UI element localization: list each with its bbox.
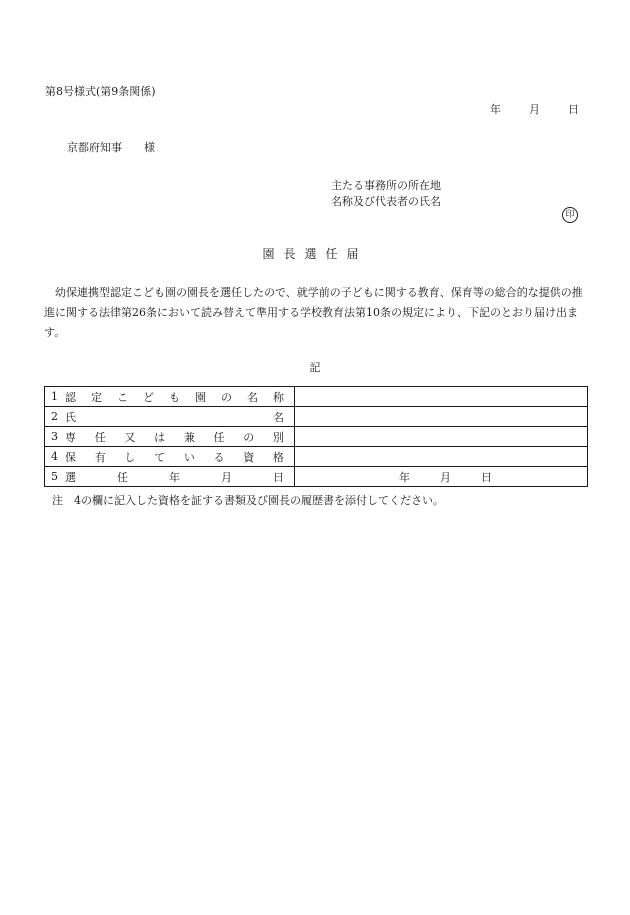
item-number: 4	[51, 450, 58, 463]
table-row	[45, 447, 588, 467]
addressee-name: 京都府知事	[67, 141, 122, 154]
applicant-address-label: 主たる事務所の所在地	[331, 179, 441, 192]
table-row	[45, 387, 588, 407]
item-label: 専 任 又 は 兼 任 の 別	[65, 430, 284, 444]
submission-date	[490, 103, 579, 117]
item-label: 認 定 こ ど も 園 の 名 称	[65, 390, 284, 404]
table-row	[45, 407, 588, 427]
document-title: 園長選任届	[262, 247, 368, 261]
addressee-honorific: 様	[144, 141, 155, 154]
item-label: 氏 名	[65, 410, 284, 424]
addressee	[67, 141, 155, 155]
date-day-label: 日	[568, 103, 579, 116]
item-label-cell	[45, 407, 295, 427]
item-value-field[interactable]	[295, 387, 588, 407]
item-value-field[interactable]	[295, 407, 588, 427]
item-label: 選 任 年 月 日	[65, 470, 284, 484]
applicant-name-label: 名称及び代表者の氏名	[331, 195, 441, 208]
items-table	[44, 386, 588, 487]
item-number: 2	[51, 410, 58, 423]
body-text: 幼保連携型認定こども園の園長を選任したので、就学前の子どもに関する教育、保育等の総合的な提供の推進に関する法律第26条において読み替えて準用する学校教育法第10条の規定により、下記のとおり届け出ます。	[44, 286, 583, 339]
note: 注 4の欄に記入した資格を証する書類及び園長の履歴書を添付してください。	[52, 494, 444, 507]
item-number: 1	[51, 390, 58, 403]
item-label-cell	[45, 427, 295, 447]
item-number: 3	[51, 430, 58, 443]
item-value-field[interactable]	[295, 447, 588, 467]
date-year-label: 年	[490, 103, 501, 116]
seal-icon: 印	[562, 207, 578, 223]
item-number: 5	[51, 470, 58, 483]
item-value-field[interactable]	[295, 467, 588, 487]
table-row	[45, 467, 588, 487]
date-month-label: 月	[529, 103, 540, 116]
item-label-cell	[45, 447, 295, 467]
item-label-cell	[45, 387, 295, 407]
date-day-label: 日	[481, 470, 492, 484]
date-year-label: 年	[399, 470, 410, 484]
applicant-block	[331, 178, 441, 210]
item-value-field[interactable]	[295, 427, 588, 447]
table-row	[45, 427, 588, 447]
form-number: 第8号様式(第9条関係)	[45, 85, 156, 98]
ki-heading: 記	[309, 361, 321, 374]
item-label-cell	[45, 467, 295, 487]
item-label: 保 有 し て い る 資 格	[65, 450, 284, 464]
date-month-label: 月	[440, 470, 451, 484]
